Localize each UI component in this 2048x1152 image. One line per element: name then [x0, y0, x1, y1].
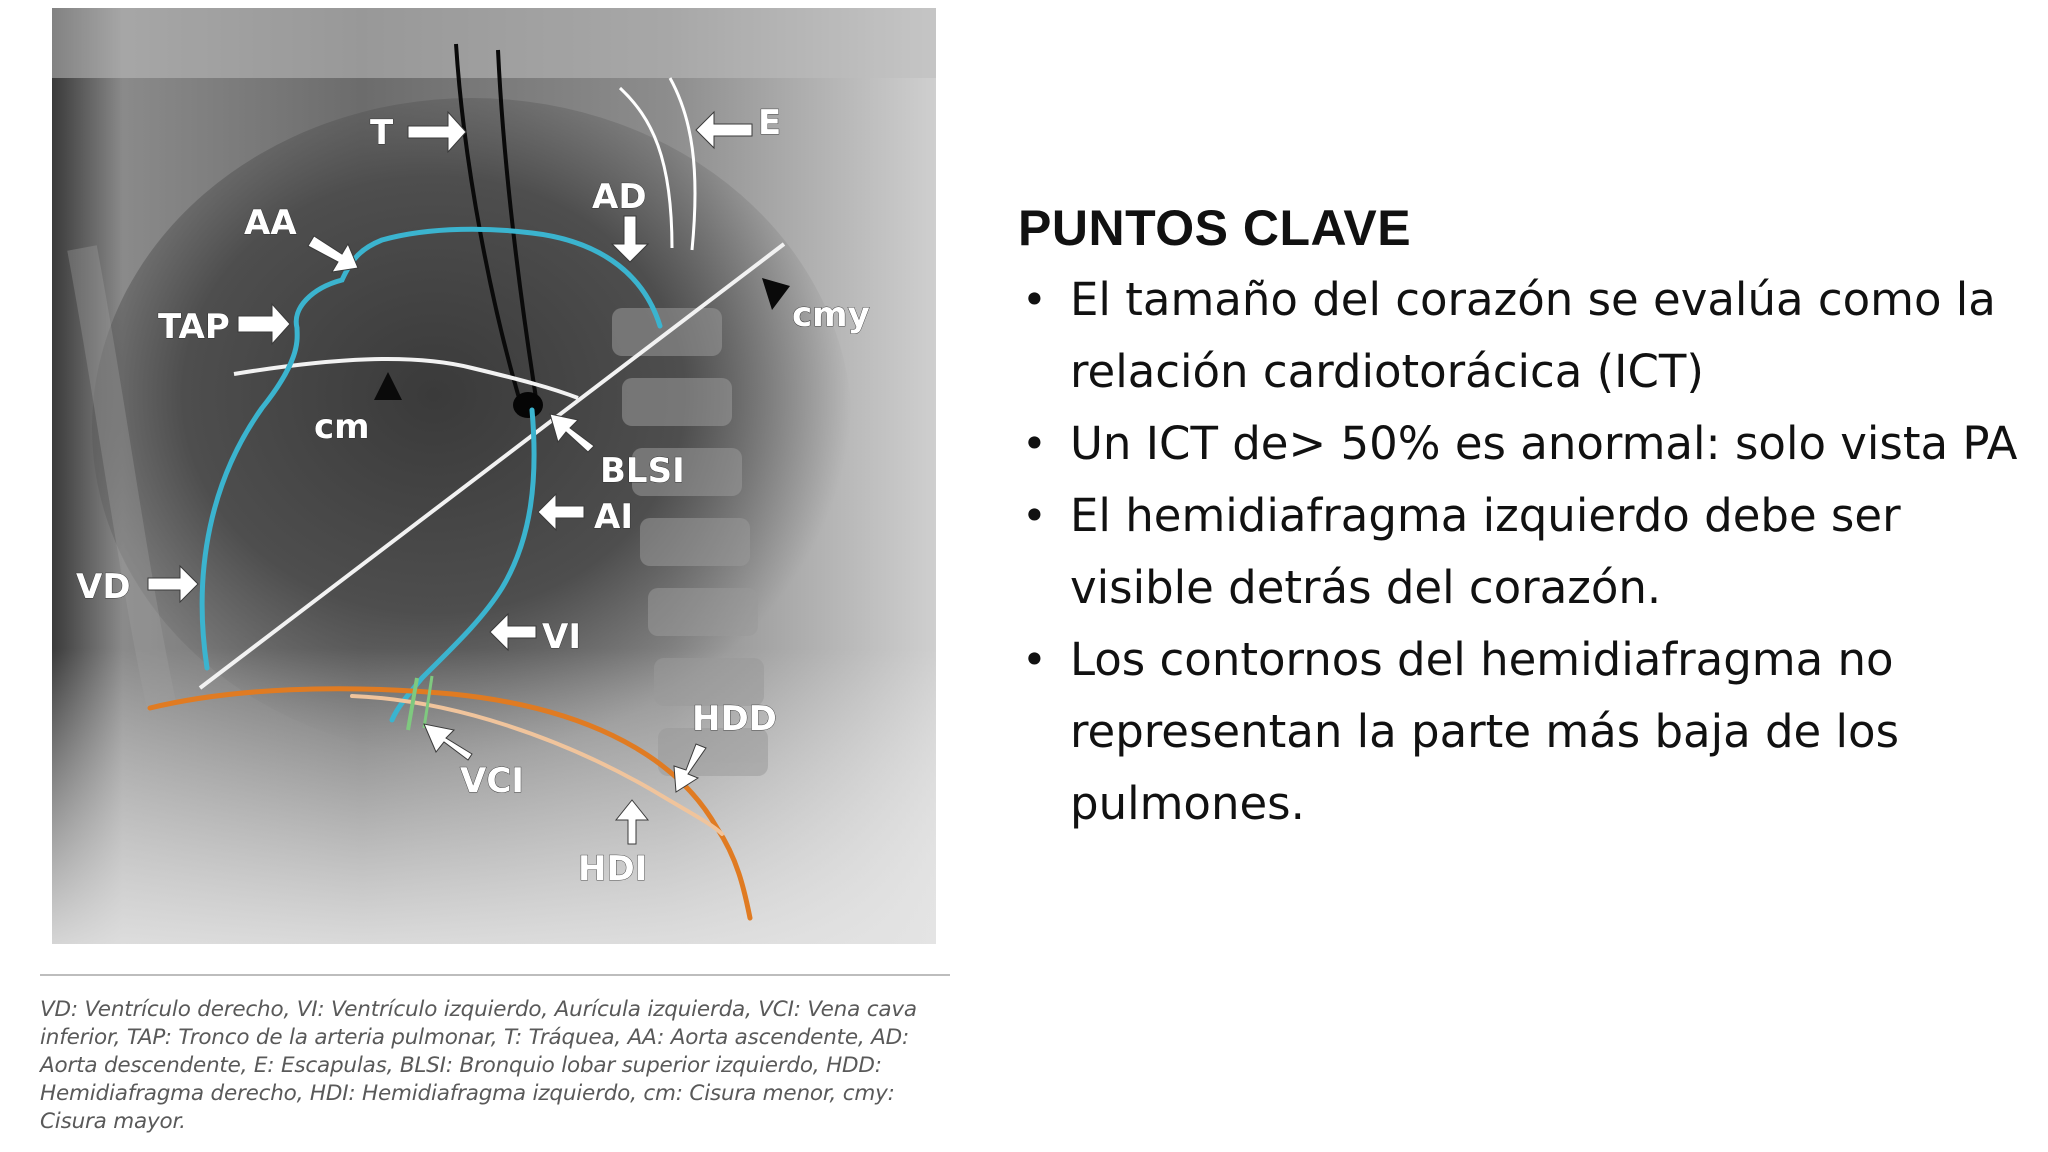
label-TAP: TAP	[158, 307, 230, 347]
blsi-bronchus-dot	[513, 392, 543, 418]
label-AD: AD	[592, 177, 647, 217]
label-E: E	[758, 103, 782, 143]
label-VI: VI	[542, 617, 581, 657]
figure-caption	[40, 996, 950, 1136]
key-points-title: PUNTOS CLAVE	[1018, 200, 1412, 256]
bullet-marker: •	[1022, 491, 1047, 540]
key-points-list	[1018, 264, 2018, 840]
label-HDI: HDI	[578, 849, 648, 889]
key-point-item	[1018, 264, 2018, 408]
label-HDD: HDD	[692, 699, 777, 739]
label-T: T	[370, 113, 394, 153]
label-VD: VD	[76, 567, 131, 607]
label-BLSI: BLSI	[600, 451, 685, 491]
label-VCI: VCI	[460, 761, 524, 801]
key-point-item	[1018, 480, 2018, 624]
key-point-text: Los contornos del hemidiafragma no representan la parte más baja de los pulmones.	[1070, 633, 1900, 830]
bullet-marker: •	[1022, 419, 1047, 468]
xray-svg	[52, 8, 936, 944]
xray-top-band	[52, 8, 936, 78]
label-cm: cm	[314, 407, 370, 447]
caption-line: inferior, TAP: Tronco de la arteria pulmonar, T: Tráquea, AA: Aorta ascendente, AD:	[40, 1025, 910, 1050]
key-point-text: Un ICT de> 50% es anormal: solo vista PA	[1070, 417, 2018, 470]
caption-line: Cisura mayor.	[40, 1109, 186, 1134]
caption-line: Aorta descendente, E: Escapulas, BLSI: Bronquio lobar superior izquierdo, HDD:	[40, 1053, 882, 1078]
label-AA: AA	[244, 203, 297, 243]
bullet-marker: •	[1022, 275, 1047, 324]
caption-divider	[40, 974, 950, 976]
key-point-text: El tamaño del corazón se evalúa como la relación cardiotorácica (ICT)	[1070, 273, 1996, 398]
label-AI: AI	[594, 497, 633, 537]
key-point-text: El hemidiafragma izquierdo debe ser visible detrás del corazón.	[1070, 489, 1901, 614]
bullet-marker: •	[1022, 635, 1047, 684]
caption-line: Hemidiafragma derecho, HDI: Hemidiafragma izquierdo, cm: Cisura menor, cmy:	[40, 1081, 895, 1106]
label-cmy: cmy	[792, 295, 870, 335]
caption-line: VD: Ventrículo derecho, VI: Ventrículo izquierdo, Aurícula izquierda, VCI: Vena cava	[40, 997, 917, 1022]
key-point-item	[1018, 624, 2018, 840]
key-point-item	[1018, 408, 2018, 480]
key-points-panel	[1018, 196, 2018, 840]
chest-xray-lateral-figure	[52, 8, 936, 944]
